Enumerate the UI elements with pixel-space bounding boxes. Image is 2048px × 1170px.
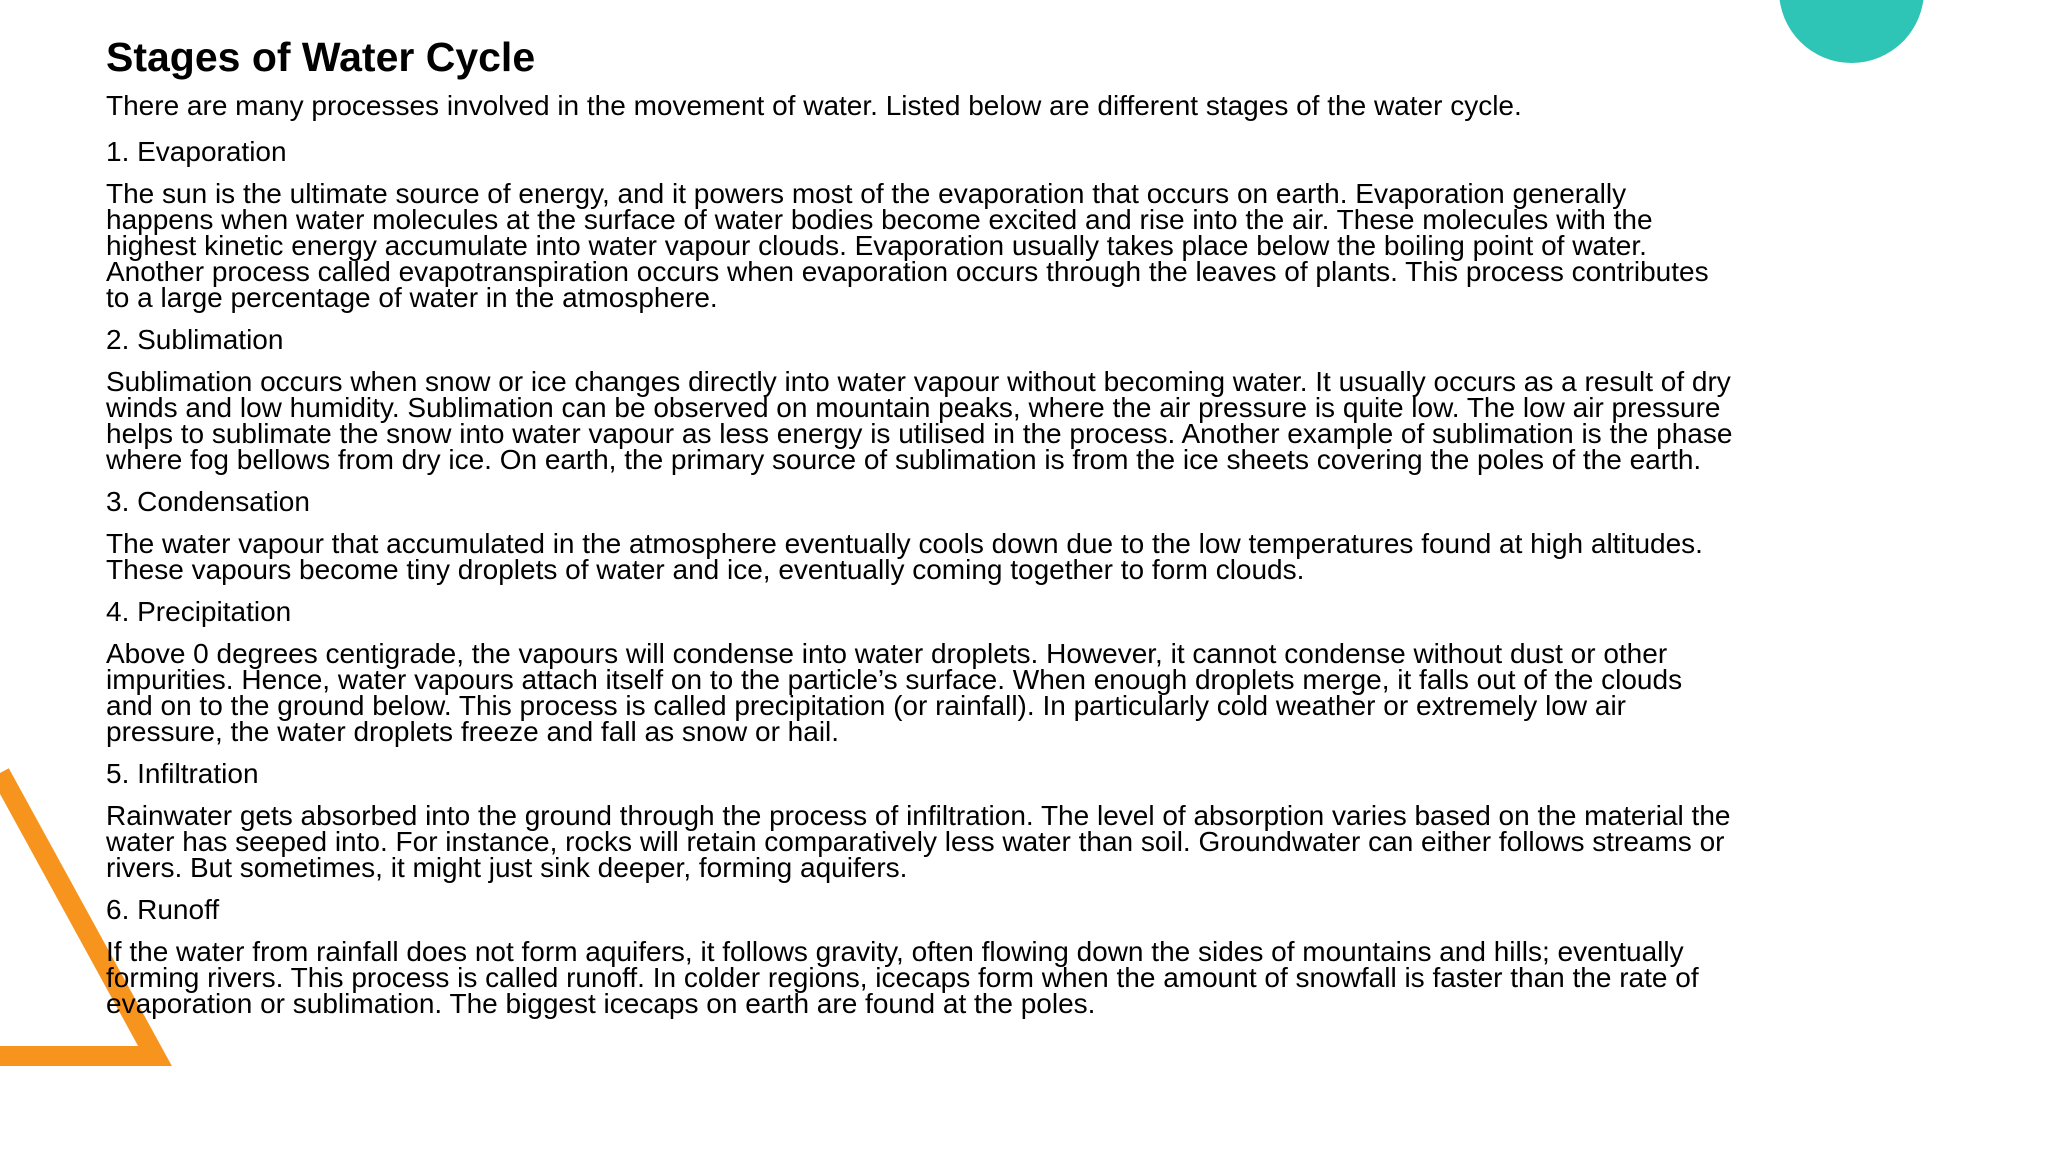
section-heading: 1. Evaporation xyxy=(106,136,287,167)
body-line: water has seeped into. For instance, rocks will retain comparatively less water than soil. Groundwater can either follows streams or xyxy=(106,826,1725,857)
slide-content xyxy=(106,30,1956,1029)
section-heading: 2. Sublimation xyxy=(106,324,284,355)
body-line: evaporation or sublimation. The biggest icecaps on earth are found at the poles. xyxy=(106,988,1096,1019)
body-line: The water vapour that accumulated in the atmosphere eventually cools down due to the low temperatures found at high altitudes. xyxy=(106,528,1703,559)
body-line: Above 0 degrees centigrade, the vapours will condense into water droplets. However, it cannot condense without dust or other xyxy=(106,638,1668,669)
section-sublimation xyxy=(106,323,1956,473)
body-line: where fog bellows from dry ice. On earth, the primary source of sublimation is from the ice sheets covering the poles of the earth. xyxy=(106,444,1702,475)
section-body xyxy=(106,366,1956,475)
section-heading: 5. Infiltration xyxy=(106,758,259,789)
slide-intro: There are many processes involved in the movement of water. Listed below are different stages of the water cycle. xyxy=(106,90,1522,121)
body-line: Rainwater gets absorbed into the ground through the process of infiltration. The level of absorption varies based on the material the xyxy=(106,800,1731,831)
body-line: The sun is the ultimate source of energy, and it powers most of the evaporation that occurs on earth. Evaporation generally xyxy=(106,178,1627,209)
body-line: rivers. But sometimes, it might just sink deeper, forming aquifers. xyxy=(106,852,908,883)
section-body xyxy=(106,936,1956,1019)
section-heading: 6. Runoff xyxy=(106,894,220,925)
section-body xyxy=(106,638,1956,747)
body-line: Sublimation occurs when snow or ice changes directly into water vapour without becoming water. It usually occurs as a result of dry xyxy=(106,366,1731,397)
slide-title: Stages of Water Cycle xyxy=(106,34,536,80)
body-line: to a large percentage of water in the atmosphere. xyxy=(106,282,718,313)
body-line: highest kinetic energy accumulate into water vapour clouds. Evaporation usually takes place below the boiling point of water. xyxy=(106,230,1647,261)
section-body xyxy=(106,800,1956,883)
section-body xyxy=(106,178,1956,313)
body-line: winds and low humidity. Sublimation can be observed on mountain peaks, where the air pressure is quite low. The low air pressure xyxy=(106,392,1721,423)
body-line: forming rivers. This process is called runoff. In colder regions, icecaps form when the amount of snowfall is faster than the rate of xyxy=(106,962,1699,993)
section-infiltration xyxy=(106,757,1956,881)
section-evaporation xyxy=(106,135,1956,311)
section-runoff xyxy=(106,893,1956,1017)
body-line: Another process called evapotranspiration occurs when evaporation occurs through the leaves of plants. This process contributes xyxy=(106,256,1709,287)
body-line: and on to the ground below. This process is called precipitation (or rainfall). In particularly cold weather or extremely low air xyxy=(106,690,1626,721)
body-line: If the water from rainfall does not form aquifers, it follows gravity, often flowing down the sides of mountains and hills; eventually xyxy=(106,936,1684,967)
body-line: impurities. Hence, water vapours attach itself on to the particle’s surface. When enough droplets merge, it falls out of the clouds xyxy=(106,664,1683,695)
section-precipitation xyxy=(106,595,1956,745)
body-line: helps to sublimate the snow into water vapour as less energy is utilised in the process. Another example of sublimation is the phase xyxy=(106,418,1733,449)
section-condensation xyxy=(106,485,1956,583)
section-heading: 4. Precipitation xyxy=(106,596,292,627)
body-line: pressure, the water droplets freeze and fall as snow or hail. xyxy=(106,716,840,747)
body-line: These vapours become tiny droplets of water and ice, eventually coming together to form clouds. xyxy=(106,554,1305,585)
section-body xyxy=(106,528,1956,585)
body-line: happens when water molecules at the surface of water bodies become excited and rise into the air. These molecules with the xyxy=(106,204,1653,235)
section-heading: 3. Condensation xyxy=(106,486,310,517)
